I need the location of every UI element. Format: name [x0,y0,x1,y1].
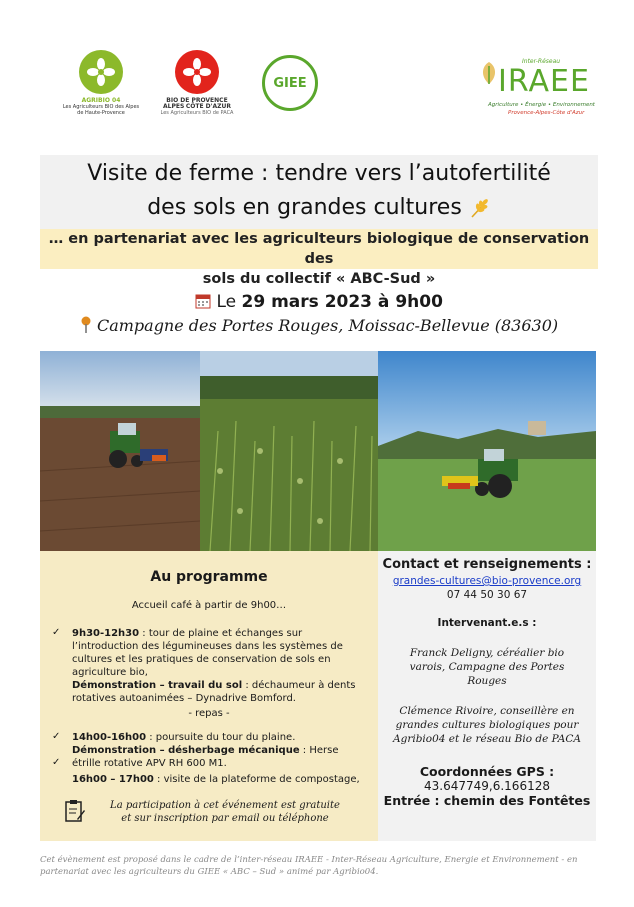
date-value: 29 mars 2023 à 9h00 [241,292,443,312]
bio-provence-tagline: Les Agriculteurs BIO de PACA [160,110,234,116]
agribio-name: AGRIBIO 04 [81,97,121,104]
check-icon: ✓ [52,627,61,638]
contact-panel [378,551,596,841]
place-value: Campagne des Portes Rouges, Moissac-Bellevue (83630) [96,316,559,335]
agribio-tagline: Les Agriculteurs BIO des Alpes de Haute-Provence [62,104,140,116]
giee-name: GIEE [273,75,307,91]
contact-heading: Contact et renseignements : [382,557,592,572]
leaf-icon [478,60,500,86]
speaker-1: Franck Deligny, céréalier bio varois, Campagne des Portes Rouges [409,647,565,687]
entry-info: Entrée : chemin des Fontêtes [383,793,591,808]
subtitle-line2: sols du collectif « ABC-Sud » [202,271,436,287]
title-band [40,155,598,229]
event-date [40,292,598,312]
contact-phone[interactable]: 07 44 50 30 67 [446,589,528,601]
photo-harrow-tractor [378,351,596,551]
iraee-logo [478,58,598,128]
event-place [40,316,598,335]
iraee-name: IRAEE [498,64,590,99]
check-icon: ✓ [52,757,61,768]
speaker-2: Clémence Rivoire, conseillère en grandes cultures biologiques pour Agribio04 et le réseau Bio de PACA [393,705,581,745]
footer-note: Cet évènement est proposé dans le cadre de l’inter-réseau IRAEE - Inter-Réseau Agriculture, Energie et Environnement - en partenariat avec les agriculteurs du GIEE « ABC – Sud » animé par Agribio04. [40,855,578,877]
program-item-afternoon: 14h00-16h00 : poursuite du tour du plaine. Démonstration – désherbage mécanique : Herse étrille rotative APV RH 600 M1. [72,732,339,769]
photo-tractor-field [40,351,200,551]
bio-provence-name1: BIO DE PROVENCE [166,97,228,104]
iraee-tagline: Agriculture • Énergie • Environnement [488,102,595,108]
gps-heading: Coordonnées GPS : [419,764,555,779]
program-meal: - repas - [188,708,230,719]
page-title-line2: des sols en grandes cultures [147,195,462,220]
contact-email[interactable]: grandes-cultures@bio-provence.org [392,575,582,587]
program-item-compost: 16h00 – 17h00 : visite de la plateforme de compostage, [72,774,360,785]
bio-provence-name3: CÔTE D'AZUR [185,103,231,110]
iraee-top: Inter-Réseau [522,58,561,65]
bio-provence-logo [155,50,239,130]
calendar-icon [195,293,211,309]
photo-cover-crop [200,351,378,551]
subtitle-line1: … en partenariat avec les agriculteurs biologique de conservation des [48,231,590,267]
program-item-morning: 9h30-12h30 : tour de plaine et échanges sur l’introduction des légumineuses dans les systèmes de cultures et les pratiques de conservation de sols en agriculture bio, Démonstration – travail du sol : déchaumeur à dents rotatives autoanimées – Dynadrive Bomford. [72,628,356,704]
program-heading: Au programme [150,569,268,585]
program-welcome: Accueil café à partir de 9h00… [131,600,287,611]
pin-icon [80,316,92,334]
iraee-region: Provence-Alpes-Côte d'Azur [508,110,585,116]
check-icon: ✓ [52,731,61,742]
subtitle-band [40,229,598,287]
bio-provence-name2: ALPES [163,103,185,110]
giee-logo [262,55,322,115]
date-prefix: Le [216,292,242,312]
agribio-flower-icon [79,50,123,94]
speakers-heading: Intervenant.e.s : [437,617,537,629]
program-panel [40,551,378,841]
agribio-logo [60,50,142,130]
page-title-line1: Visite de ferme : tendre vers l’autofertilité [87,161,551,186]
program-note: La participation à cet événement est gratuite et sur inscription par email ou téléphone [110,800,340,824]
bio-provence-flower-icon [175,50,219,94]
gps-value: 43.647749,6.166128 [424,779,550,793]
wheat-icon [469,197,491,219]
